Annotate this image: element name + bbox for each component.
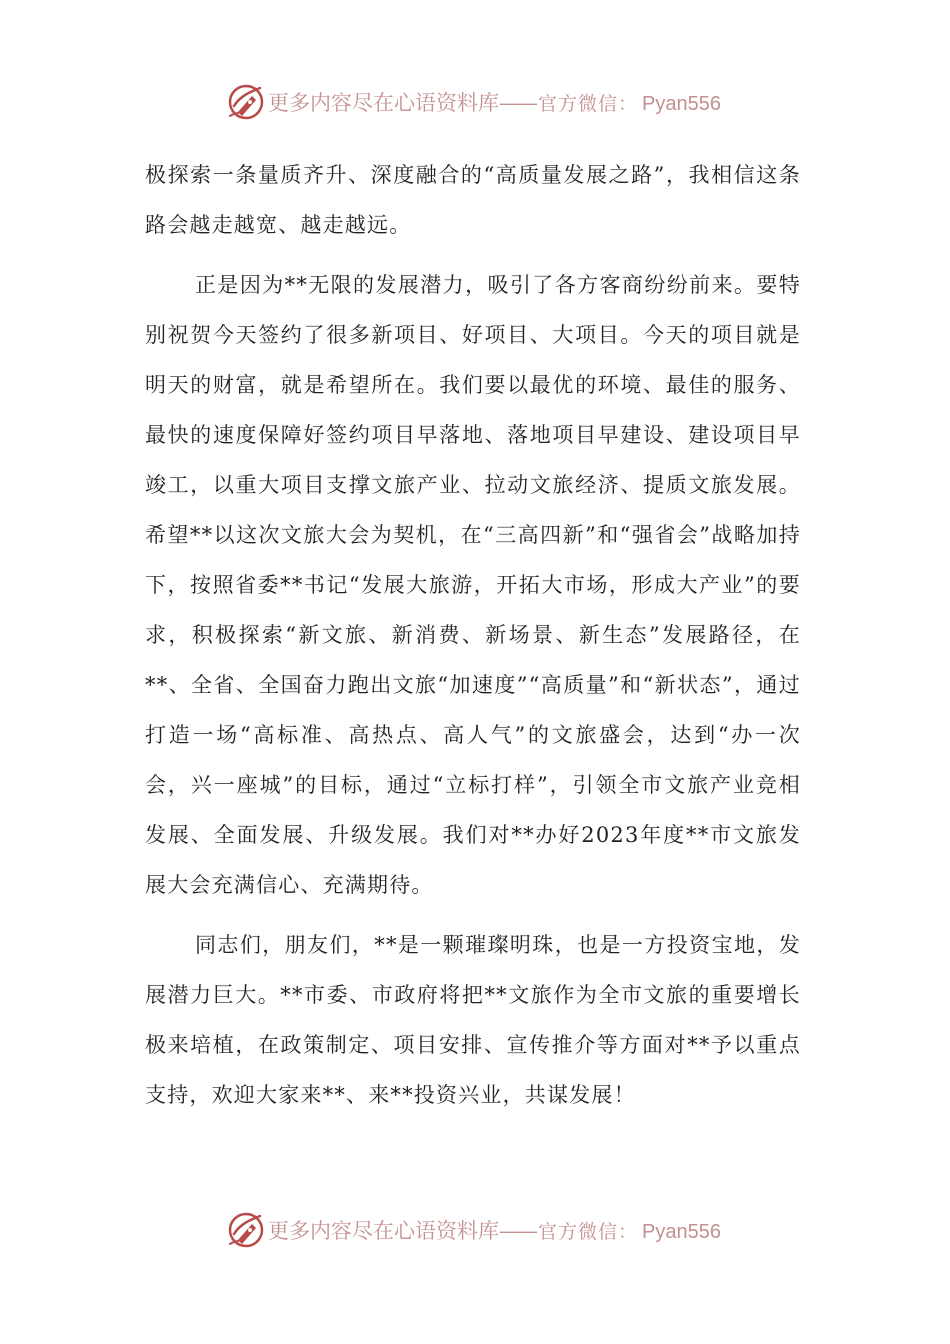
pen-nib-logo-icon <box>226 82 266 122</box>
footer-banner-wechat-id: Pyan556 <box>642 1221 721 1243</box>
paragraph-continuation: 极探索一条量质齐升、深度融合的“高质量发展之路”，我相信这条路会越走越宽、越走越远。 <box>145 163 801 237</box>
paragraph-investment: 正是因为**无限的发展潜力，吸引了各方客商纷纷前来。要特别祝贺今天签约了很多新项目、好项目、大项目。今天的项目就是明天的财富，就是希望所在。我们要以最优的环境、最佳的服务、最快的速度保障好签约项目早落地、落地项目早建设、建设项目早竣工，以重大项目支撑文旅产业、拉动文旅经济、提质文旅发展。希望**以这次文旅大会为契机，在“三高四新”和“强省会”战略加持下，按照省委**书记“发展大旅游，开拓大市场，形成大产业”的要求，积极探索“新文旅、新消费、新场景、新生态”发展路径，在**、全省、全国奋力跑出文旅“加速度”“高质量”和“新状态”，通过打造一场“高标准、高热点、高人气”的文旅盛会，达到“办一次会，兴一座城”的目标，通过“立标打样”，引领全市文旅产业竞相发展、全面发展、升级发展。我们对**办好2023年度**市文旅发展大会充满信心、充满期待。 <box>145 273 801 897</box>
header-banner-text <box>268 87 721 117</box>
header-banner-dash: —— <box>499 91 535 115</box>
footer-banner <box>226 1208 746 1252</box>
header-banner-main-text: 更多内容尽在心语资料库 <box>268 91 499 115</box>
header-banner-label: 官方微信： <box>538 93 639 115</box>
footer-banner-dash: —— <box>499 1219 535 1243</box>
paragraph-closing: 同志们，朋友们，**是一颗璀璨明珠，也是一方投资宝地，发展潜力巨大。**市委、市政府将把**文旅作为全市文旅的重要增长极来培植，在政策制定、项目安排、宣传推介等方面对**予以重点支持，欢迎大家来**、来**投资兴业，共谋发展！ <box>145 933 801 1107</box>
footer-banner-label: 官方微信： <box>538 1221 639 1243</box>
header-banner <box>226 80 746 124</box>
header-banner-wechat-id: Pyan556 <box>642 93 721 115</box>
pen-nib-logo-icon <box>226 1210 266 1250</box>
footer-banner-text <box>268 1215 721 1245</box>
footer-banner-main-text: 更多内容尽在心语资料库 <box>268 1219 499 1243</box>
document-body <box>145 150 801 1120</box>
